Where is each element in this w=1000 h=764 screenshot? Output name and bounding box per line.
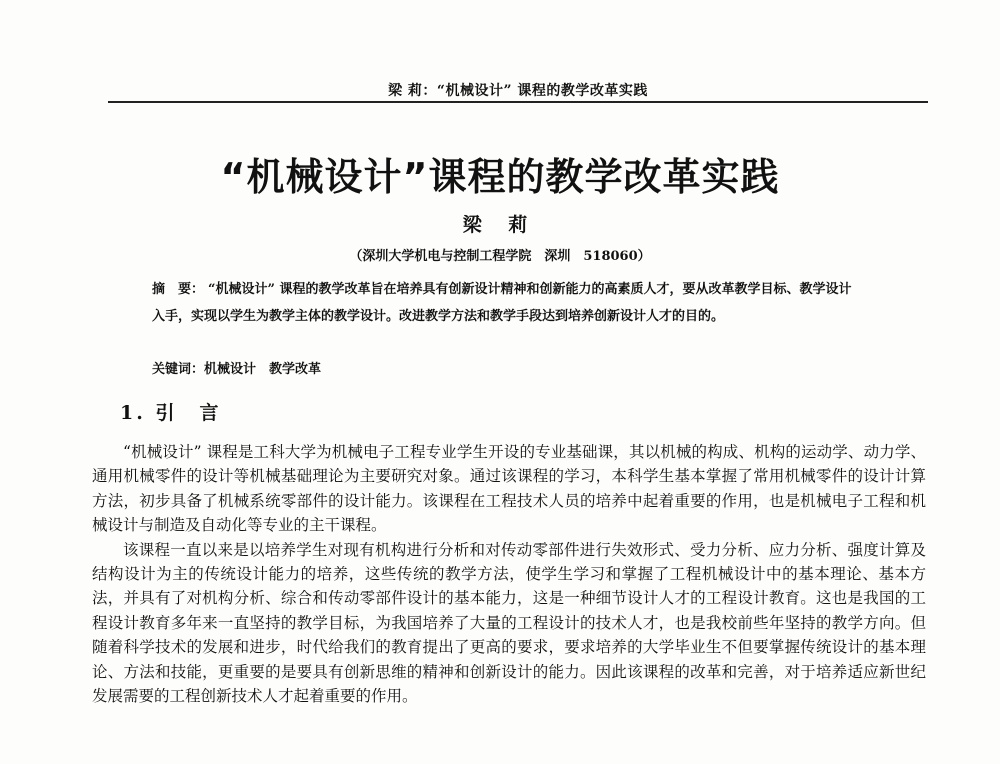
section-heading: 1. 引 言 (120, 402, 222, 424)
paragraph: 该课程一直以来是以培养学生对现有机构进行分析和对传动零部件进行失效形式、受力分析、应力分析、强度计算及结构设计为主的传统设计能力的培养，这些传统的教学方法，使学生学习和掌握了工程机械设计中的基本理论、基本方法，并具有了对机构分析、综合和传动零部件设计的基本能力，这是一种细节设计人才的工程设计教育。这也是我国的工程设计教育多年来一直坚持的教学目标，为我国培养了大量的工程设计的技术人才，也是我校前些年坚持的教学方向。但随着科学技术的发展和进步，时代给我们的教育提出了更高的要求，要求培养的大学毕业生不但要掌握传统设计的基本理论、方法和技能，更重要的是要具有创新思维的精神和创新设计的能力。因此该课程的改革和完善，对于培养适应新世纪发展需要的工程创新技术人才起着重要的作用。 (92, 540, 926, 706)
keywords-label: 关键词： (152, 362, 205, 377)
paragraph: “机械设计” 课程是工科大学为机械电子工程专业学生开设的专业基础课，其以机械的构成、机构的运动学、动力学、通用机械零件的设计等机械基础理论为主要研究对象。通过该课程的学习，本科学生基本掌握了常用机械零件的设计计算方法，初步具备了机械系统零部件的设计能力。该课程在工程技术人员的培养中起着重要的作用，也是机械电子工程和机械设计与制造及自动化等专业的主干课程。 (92, 443, 926, 535)
keywords (152, 358, 321, 377)
running-header: 梁 莉：“机械设计” 课程的教学改革实践 (388, 83, 648, 99)
body-text (92, 440, 926, 708)
keywords-text: 机械设计 教学改革 (204, 362, 322, 377)
abstract-label: 摘 要： (152, 282, 205, 297)
header-rule (108, 101, 928, 103)
author: 梁 莉 (462, 214, 538, 236)
paper-title: “机械设计”课程的教学改革实践 (220, 155, 780, 199)
abstract-text: “机械设计” 课程的教学改革旨在培养具有创新设计精神和创新能力的高素质人才，要从改革教学目标、教学设计入手，实现以学生为教学主体的教学设计。改进教学方法和教学手段达到培养创新设计人才的目的。 (152, 282, 852, 324)
abstract (152, 276, 858, 330)
affiliation: （深圳大学机电与控制工程学院 深圳 518060） (349, 249, 651, 264)
